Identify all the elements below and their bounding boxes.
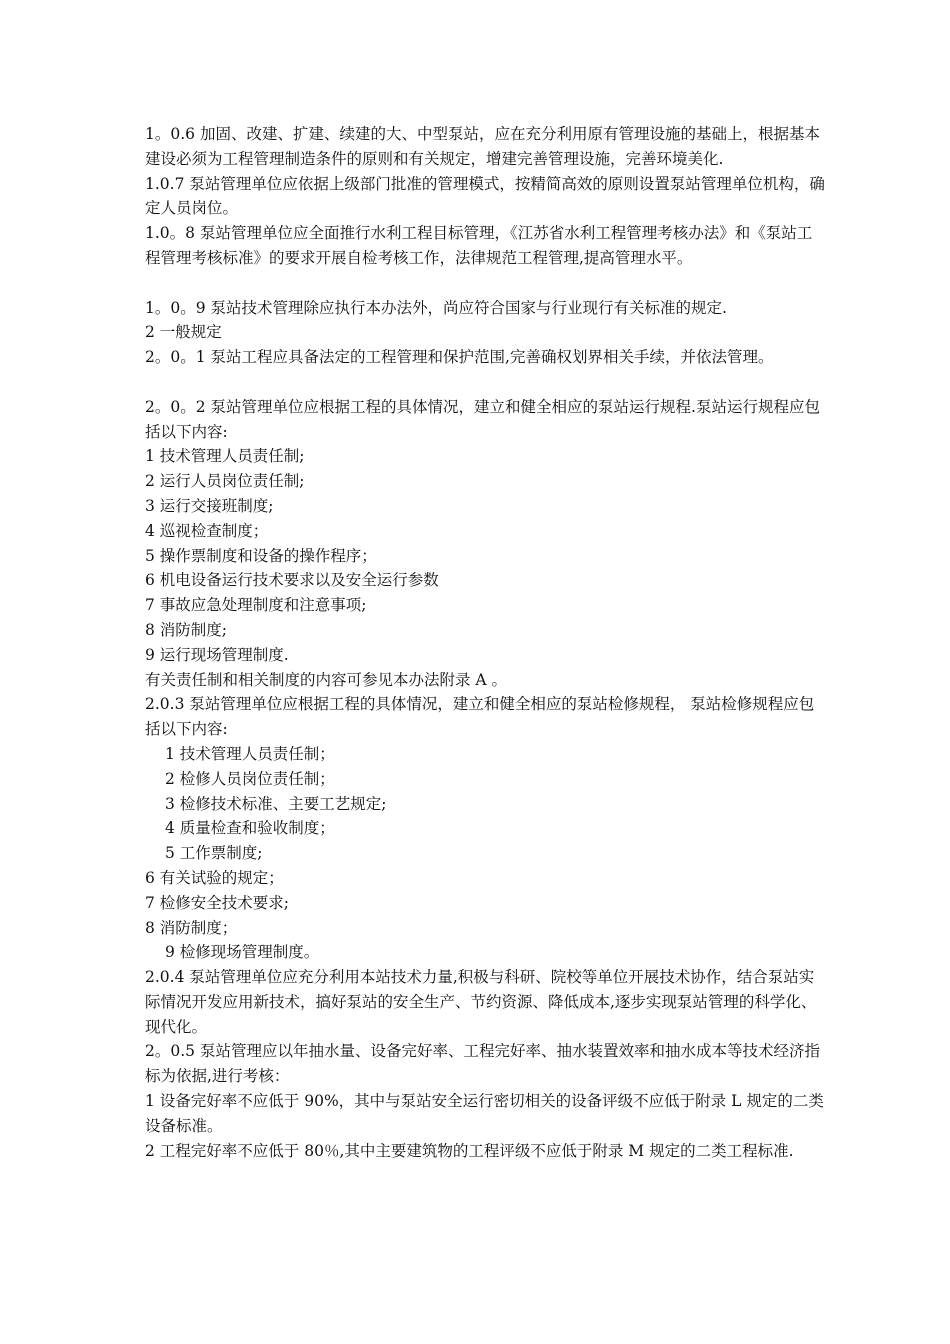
- paragraph: 7 检修安全技术要求;: [145, 893, 290, 912]
- paragraph: 7 事故应急处理制度和注意事项;: [145, 596, 367, 615]
- paragraph: 1 设备完好率不应低于 90%，其中与泵站安全运行密切相关的设备评级不应低于附录 L 规定的二类设备标准。: [145, 1092, 824, 1135]
- paragraph: 9 检修现场管理制度。: [165, 943, 320, 962]
- paragraph: 3 检修技术标准、主要工艺规定;: [165, 794, 387, 813]
- paragraph: 2。0。1 泵站工程应具备法定的工程管理和保护范围,完善确权划界相关手续，并依法管理。: [145, 348, 774, 367]
- paragraph: 2 检修人员岗位责任制；: [165, 769, 335, 788]
- paragraph: 2 运行人员岗位责任制;: [145, 472, 305, 491]
- paragraph: 1。0.6 加固、改建、扩建、续建的大、中型泵站，应在充分利用原有管理设施的基础上，根据基本建设必须为工程管理制造条件的原则和有关规定，增建完善管理设施，完善环境美化.: [145, 125, 820, 168]
- paragraph: 6 机电设备运行技术要求以及安全运行参数: [145, 571, 439, 590]
- paragraph-spacer: [145, 271, 825, 296]
- paragraph: 9 运行现场管理制度.: [145, 645, 289, 664]
- paragraph: 2。0。2 泵站管理单位应根据工程的具体情况，建立和健全相应的泵站运行规程.泵站运行规程应包括以下内容:: [145, 397, 820, 441]
- paragraph: 4 质量检查和验收制度；: [165, 819, 335, 838]
- paragraph: 1 技术管理人员责任制；: [165, 744, 335, 763]
- paragraph: 3 运行交接班制度;: [145, 496, 274, 515]
- paragraph: 5 操作票制度和设备的操作程序；: [145, 546, 377, 565]
- paragraph: 2 工程完好率不应低于 80％,其中主要建筑物的工程评级不应低于附录 M 规定的二类工程标准.: [145, 1141, 794, 1160]
- paragraph: 5 工作票制度;: [165, 844, 263, 863]
- paragraph: 4 巡视检查制度；: [145, 521, 269, 540]
- paragraph: 8 消防制度;: [145, 620, 228, 639]
- paragraph: 2 一般规定: [145, 323, 222, 342]
- document-body: [145, 122, 825, 1163]
- paragraph: 2.0.4 泵站管理单位应充分利用本站技术力量,积极与科研、院校等单位开展技术协作，结合泵站实际情况开发应用新技术，搞好泵站的安全生产、节约资源、降低成本,逐步实现泵站管理的科学化、现代化。: [145, 968, 817, 1036]
- paragraph: 8 消防制度；: [145, 918, 238, 937]
- paragraph-spacer: [145, 370, 825, 395]
- paragraph: 6 有关试验的规定；: [145, 868, 284, 887]
- paragraph: 1.0.7 泵站管理单位应依据上级部门批准的管理模式，按精简高效的原则设置泵站管理单位机构，确定人员岗位。: [145, 174, 825, 218]
- paragraph: 1.0。8 泵站管理单位应全面推行水利工程目标管理，《江苏省水利工程管理考核办法》和《泵站工程管理考核标准》的要求开展自检考核工作，法律规范工程管理,提高管理水平。: [145, 224, 813, 267]
- paragraph: 1 技术管理人员责任制;: [145, 447, 305, 466]
- paragraph: 2.0.3 泵站管理单位应根据工程的具体情况，建立和健全相应的泵站检修规程， 泵站检修规程应包括以下内容:: [145, 695, 815, 739]
- paragraph: 1。0。9 泵站技术管理除应执行本办法外，尚应符合国家与行业现行有关标准的规定.: [145, 298, 727, 317]
- paragraph: 有关责任制和相关制度的内容可参见本办法附录 A 。: [145, 670, 508, 689]
- paragraph: 2。0.5 泵站管理应以年抽水量、设备完好率、工程完好率、抽水装置效率和抽水成本等技术经济指标为依据,进行考核：: [145, 1042, 820, 1086]
